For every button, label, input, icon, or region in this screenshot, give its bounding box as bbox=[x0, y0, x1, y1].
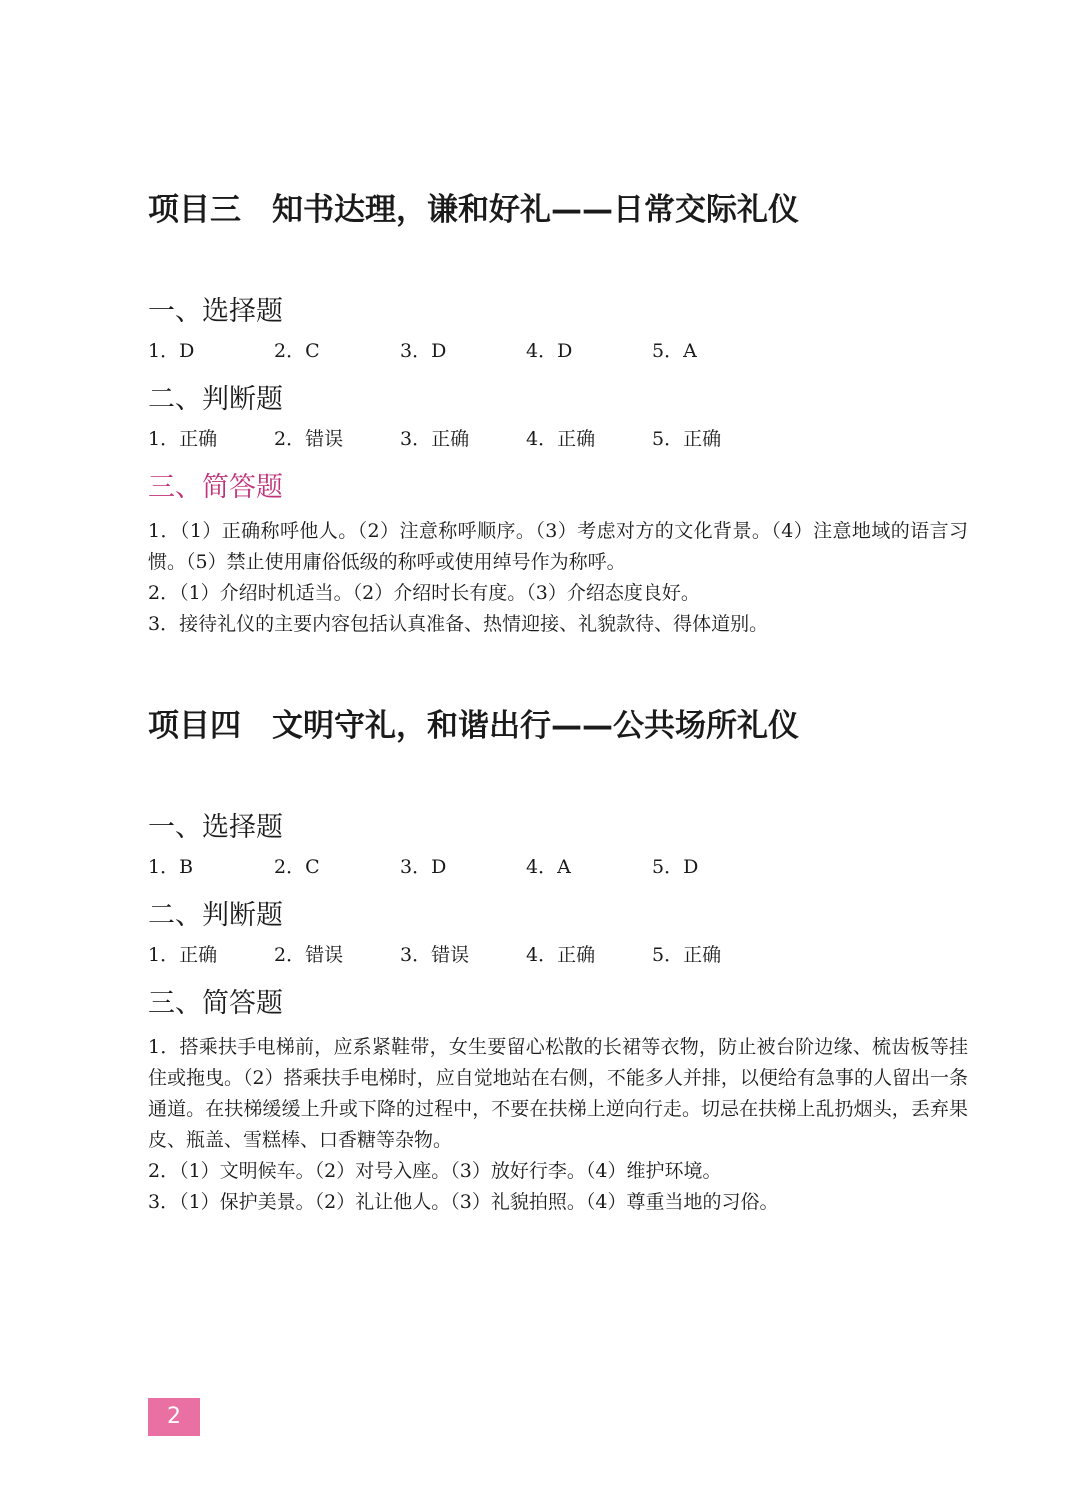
answer-item: 3．D bbox=[400, 340, 447, 362]
choice-answers bbox=[148, 336, 968, 366]
answer-item: 3．错误 bbox=[400, 944, 470, 966]
judgment-answers bbox=[148, 424, 968, 454]
answer-item: 5．正确 bbox=[652, 944, 722, 966]
judgment-answers bbox=[148, 940, 968, 970]
answer-item: 5．D bbox=[652, 856, 699, 878]
answer-item: 4．正确 bbox=[526, 428, 596, 450]
project-title: 项目四 文明守礼，和谐出行——公共场所礼仪 bbox=[148, 708, 799, 744]
short-answer-paragraph: 2．（1）介绍时机适当。（2）介绍时长有度。（3）介绍态度良好。 bbox=[148, 582, 700, 604]
project-four bbox=[148, 706, 968, 1218]
answer-item: 2．错误 bbox=[274, 428, 344, 450]
section-title-judgment: 二、判断题 bbox=[148, 384, 283, 415]
short-answer-paragraph: 1．搭乘扶手电梯前，应系紧鞋带，女生要留心松散的长裙等衣物，防止被台阶边缘、梳齿板等挂住或拖曳。（2）搭乘扶手电梯时，应自觉地站在右侧，不能多人并排，以便给有急事的人留出一条通道。在扶梯缓缓上升或下降的过程中，不要在扶梯上逆向行走。切忌在扶梯上乱扔烟头，丢弃果皮、瓶盖、雪糕棒、口香糖等杂物。 bbox=[148, 1036, 968, 1151]
section-title-judgment: 二、判断题 bbox=[148, 900, 283, 931]
answer-item: 4．A bbox=[526, 856, 571, 878]
answer-item: 4．正确 bbox=[526, 944, 596, 966]
page-number-badge: 2 bbox=[148, 1398, 200, 1436]
answer-item: 1．正确 bbox=[148, 428, 218, 450]
answer-item: 2．错误 bbox=[274, 944, 344, 966]
answer-item: 2．C bbox=[274, 340, 320, 362]
answer-item: 1．正确 bbox=[148, 944, 218, 966]
short-answer-paragraph: 1．（1）正确称呼他人。（2）注意称呼顺序。（3）考虑对方的文化背景。（4）注意地域的语言习惯。（5）禁止使用庸俗低级的称呼或使用绰号作为称呼。 bbox=[148, 520, 968, 573]
choice-answers bbox=[148, 852, 968, 882]
short-answer-paragraph: 3．（1）保护美景。（2）礼让他人。（3）礼貌拍照。（4）尊重当地的习俗。 bbox=[148, 1191, 779, 1213]
answer-item: 2．C bbox=[274, 856, 320, 878]
project-three bbox=[148, 190, 968, 640]
answer-item: 1．B bbox=[148, 856, 194, 878]
answer-item: 3．D bbox=[400, 856, 447, 878]
answer-item: 4．D bbox=[526, 340, 573, 362]
answer-item: 1．D bbox=[148, 340, 195, 362]
answer-item: 5．正确 bbox=[652, 428, 722, 450]
section-title-choice: 一、选择题 bbox=[148, 812, 283, 843]
answer-item: 3．正确 bbox=[400, 428, 470, 450]
short-answer-paragraph: 2．（1）文明候车。（2）对号入座。（3）放好行李。（4）维护环境。 bbox=[148, 1160, 722, 1182]
answer-item: 5．A bbox=[652, 340, 697, 362]
section-title-short-answer: 三、简答题 bbox=[148, 472, 283, 503]
short-answer-paragraph: 3．接待礼仪的主要内容包括认真准备、热情迎接、礼貌款待、得体道别。 bbox=[148, 613, 769, 635]
section-title-choice: 一、选择题 bbox=[148, 296, 283, 327]
project-title: 项目三 知书达理，谦和好礼——日常交际礼仪 bbox=[148, 192, 799, 228]
section-title-short-answer: 三、简答题 bbox=[148, 988, 283, 1019]
